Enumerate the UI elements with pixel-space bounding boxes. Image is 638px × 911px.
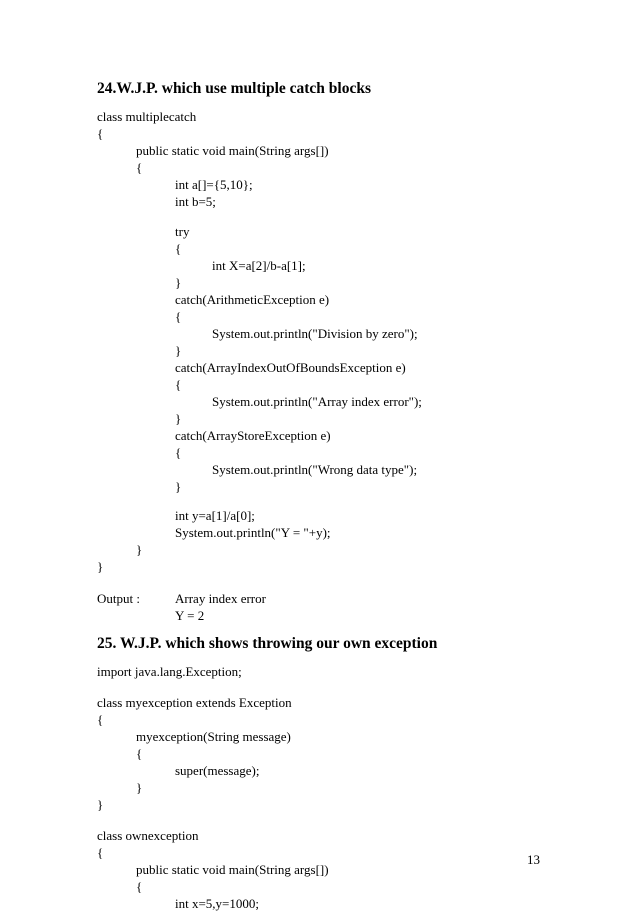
code-line: } [175, 479, 182, 494]
section-25-heading: 25. W.J.P. which shows throwing our own exception [97, 635, 438, 652]
code-line: { [175, 309, 182, 324]
code-line: import java.lang.Exception; [97, 664, 242, 679]
page-number: 13 [527, 852, 540, 867]
code-line: { [136, 879, 143, 894]
code-line: catch(ArrayIndexOutOfBoundsException e) [175, 360, 406, 375]
section-24-heading: 24.W.J.P. which use multiple catch blocks [97, 80, 372, 97]
code-line: public static void main(String args[]) [136, 862, 329, 877]
code-line: try [175, 224, 190, 239]
code-line: int b=5; [175, 194, 216, 209]
code-line: int a[]={5,10}; [175, 177, 253, 192]
output-label: Output : [97, 591, 140, 606]
code-line: int x=5,y=1000; [175, 896, 259, 911]
code-line: class multiplecatch [97, 109, 197, 124]
code-line: int y=a[1]/a[0]; [175, 508, 255, 523]
code-line: } [175, 275, 182, 290]
code-line: catch(ArrayStoreException e) [175, 428, 331, 443]
code-line: } [136, 780, 143, 795]
code-line: int X=a[2]/b-a[1]; [212, 258, 306, 273]
code-line: { [175, 241, 182, 256]
code-line: } [175, 411, 182, 426]
code-line: System.out.println("Array index error"); [212, 394, 422, 409]
output-line: Array index error [175, 591, 266, 606]
code-line: System.out.println("Y = "+y); [175, 525, 331, 540]
code-line: System.out.println("Wrong data type"); [212, 462, 418, 477]
code-line: { [97, 845, 104, 860]
code-line: { [136, 160, 143, 175]
code-line: } [136, 542, 143, 557]
code-line: catch(ArithmeticException e) [175, 292, 330, 307]
code-line: super(message); [175, 763, 260, 778]
code-line: { [175, 377, 182, 392]
code-line: System.out.println("Division by zero"); [212, 326, 418, 341]
output-line: Y = 2 [175, 608, 205, 623]
code-line: } [97, 797, 104, 812]
code-line: { [97, 712, 104, 727]
code-line: class myexception extends Exception [97, 695, 292, 710]
code-line: myexception(String message) [136, 729, 291, 744]
code-line: class ownexception [97, 828, 199, 843]
code-line: { [97, 126, 104, 141]
code-line: } [97, 559, 104, 574]
code-line: } [175, 343, 182, 358]
code-line: { [136, 746, 143, 761]
code-line: public static void main(String args[]) [136, 143, 329, 158]
code-line: { [175, 445, 182, 460]
